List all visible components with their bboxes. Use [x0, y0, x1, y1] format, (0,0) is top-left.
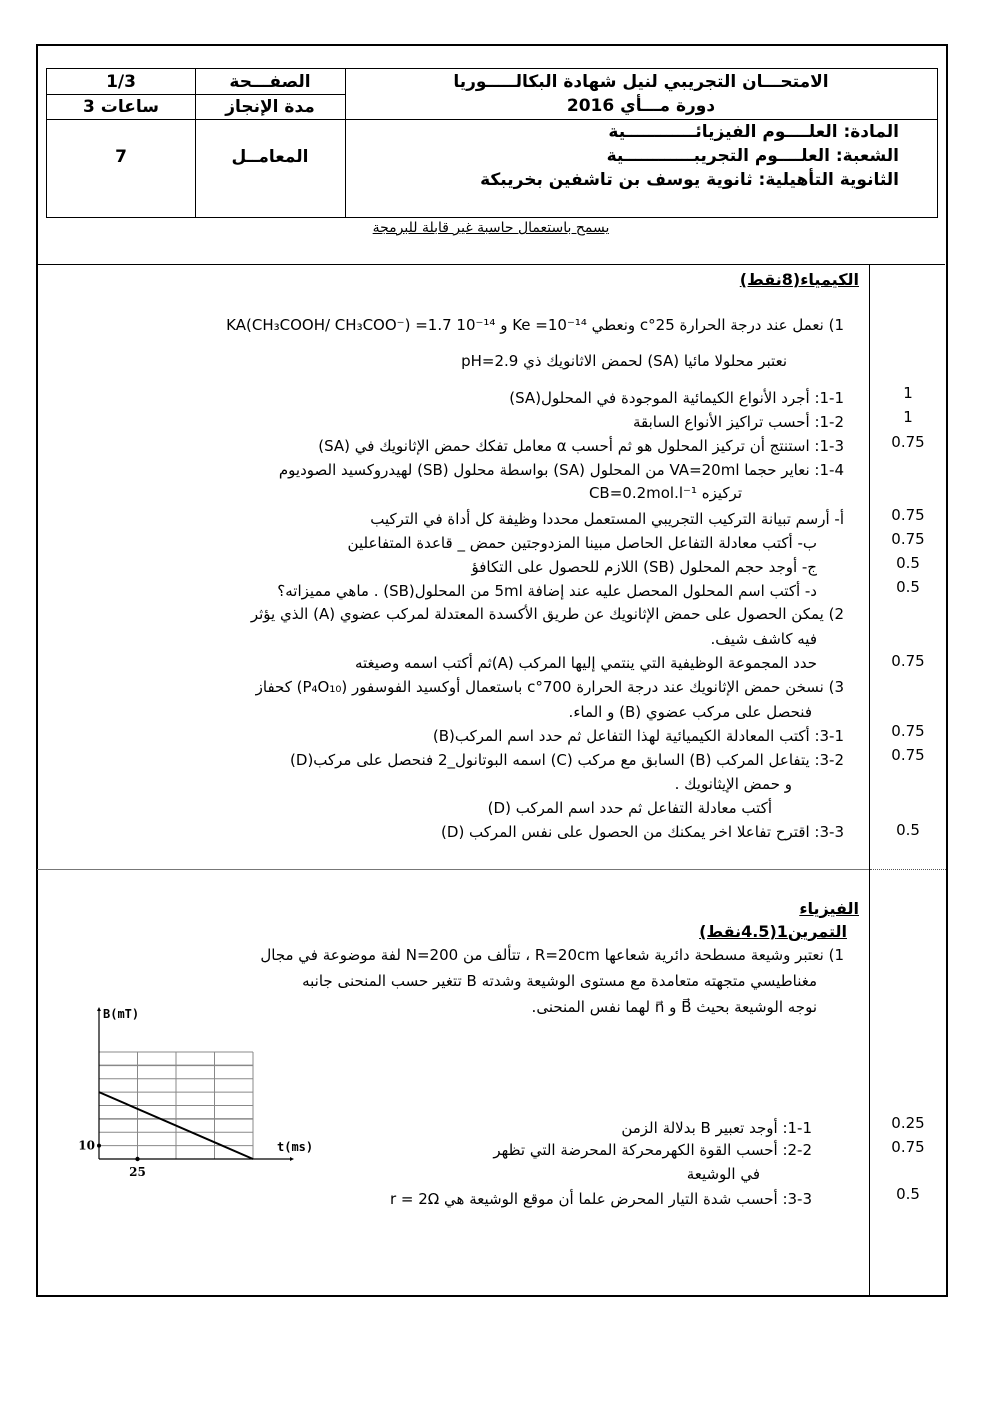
coefficient-value: 7	[115, 147, 127, 167]
graph-labels	[78, 1007, 313, 1179]
score-value: 0.75	[891, 506, 925, 524]
score-value: 0.5	[896, 821, 920, 839]
exam-title: الامتحـــان التجريبي لنيل شهادة البكالـــــوريا	[453, 72, 829, 92]
chem-question-line: 3) نسخن حمض الإثانويك عند درجة الحرارة 700°c باستعمال أوكسيد الفوسفور (P₄O₁₀) كحفاز	[255, 678, 844, 696]
chem-question-line: 2) يمكن الحصول على حمض الإثانويك عن طريق الأكسدة المعتدلة لمركب عضوي (A) الذي يؤثر	[250, 605, 844, 623]
score-value: 0.75	[891, 530, 925, 548]
score-value: 0.5	[896, 578, 920, 596]
score-value: 0.75	[891, 433, 925, 451]
score-value: 0.75	[891, 722, 925, 740]
score-value: 0.25	[891, 1114, 925, 1132]
score-value: 0.75	[891, 652, 925, 670]
score-value: 1	[903, 384, 913, 402]
score-value: 0.75	[891, 746, 925, 764]
score-value: 1	[903, 408, 913, 426]
branch-line: الشعبة: العلــــوم التجريبــــــــــــية	[606, 146, 899, 166]
graph-grid	[99, 1052, 253, 1159]
section-divider	[37, 264, 945, 265]
chem-question-line: أكتب معادلة التفاعل ثم حدد اسم المركب (D)	[487, 799, 772, 817]
duration-label: مدة الإنجاز	[225, 97, 315, 117]
physics-question-line: 2-2: أحسب القوة الكهرمحركة المحرضة التي تظهر	[493, 1141, 812, 1159]
chem-question-line: 1-1: أجرد الأنواع الكيمائية الموجودة في المحلول(SA)	[509, 389, 844, 407]
chem-question-line: حدد المجموعة الوظيفية التي ينتمي إليها المركب (A)ثم أكتب اسمه وصيغته	[354, 654, 817, 672]
chem-question-line: ج- أوجد حجم المحلول (SB) اللازم للحصول على التكافؤ	[471, 558, 817, 576]
chem-question-line: ب- أكتب معادلة التفاعل الحاصل مبينا المزدوجتين حمض _ قاعدة المتفاعلين	[347, 534, 817, 552]
x-tick-marker	[135, 1157, 139, 1161]
chemistry-title: الكيمياء(8نقط)	[739, 270, 859, 289]
chem-line: 1) نعمل عند درجة الحرارة 25°c ونعطي Ke =10⁻¹⁴ و KA(CH₃COOH/ CH₃COO⁻) =1.7 10⁻¹⁴	[226, 316, 844, 334]
duration-value: 3 ساعات	[83, 97, 159, 117]
chem-question-line: أ- أرسم تبيانة التركيب التجريبي المستعمل محددا وظيفة كل أداة في التركيب	[370, 510, 844, 528]
chem-question-line: 1-3: استنتج أن تركيز المحلول هو ثم أحسب α معامل تفكك حمض الإثانويك في (SA)	[318, 437, 844, 455]
b-vs-t-graph	[60, 995, 340, 1185]
chem-question-line: 3-2: يتفاعل المركب (B) السابق مع مركب (C) اسمه البوتانول_2 فنحصل على مركب(D)	[290, 751, 844, 769]
school-line: الثانوية التأهيلية: ثانوية يوسف بن تاشفين بخريبكة	[480, 170, 899, 190]
coefficient-label: المعامــل	[231, 147, 309, 167]
physics-question-line: 1-1: أوجد تعبير B بدلالة الزمن	[621, 1119, 812, 1137]
x-tick-label: 25	[129, 1165, 146, 1179]
chem-question-line: و حمض الإيثانويك .	[674, 775, 792, 793]
physics-intro-line: 1) نعتبر وشيعة مسطحة دائرية شعاعها R=20cm ، تتألف من N=200 لفة موضوعة في مجال	[260, 946, 844, 964]
exercise-title: التمرين1(4.5نقط)	[699, 922, 847, 941]
header-table	[46, 68, 938, 218]
exam-session: دورة مـــأي 2016	[566, 96, 716, 116]
header-divider	[47, 119, 937, 120]
y-axis-arrow-icon	[97, 1007, 101, 1011]
y-axis-label: B(mT)	[103, 1007, 140, 1021]
y-tick-label: 10	[78, 1138, 95, 1153]
page-value: 1/3	[106, 72, 136, 92]
score-divider	[870, 869, 946, 870]
graph-axes	[97, 1007, 294, 1161]
score-value: 0.5	[896, 554, 920, 572]
chem-question-line: 3-1: أكتب المعادلة الكيميائية لهذا التفاعل ثم حدد اسم المركب(B)	[432, 727, 844, 745]
page-label: الصفـــحة	[229, 72, 311, 92]
chem-question-line: فيه كاشف شيف.	[710, 630, 817, 648]
x-axis-label: t(ms)	[277, 1140, 314, 1154]
physics-title: الفيزياء	[799, 899, 859, 918]
chem-question-line: د- أكتب اسم المحلول المحصل عليه عند إضافة 5ml من المحلول(SB) . ماهي مميزاته؟	[277, 582, 817, 600]
physics-question-line: 3-3: أحسب شدة التيار المحرض علما أن موقع الوشيعة هي r = 2Ω	[389, 1190, 812, 1208]
score-value: 0.75	[891, 1138, 925, 1156]
chem-question-line: فنحصل على مركب عضوي (B) و الماء.	[568, 703, 812, 721]
physics-intro-line: نوجه الوشيعة بحيث B⃗ و n⃗ لهما نفس المنحنى.	[531, 998, 817, 1016]
physics-intro-line: مغناطيسي متجهته متعامدة مع مستوى الوشيعة وشدته B تتغير حسب المنحنى جانبه	[302, 972, 817, 990]
chem-question-line: تركيزه CB=0.2mol.l⁻¹	[588, 484, 742, 502]
y-tick-marker	[97, 1144, 101, 1148]
chem-question-line: 3-3: اقترح تفاعلا اخر يمكنك من الحصول على نفس المركب (D)	[441, 823, 844, 841]
chem-question-line: 1-2: أحسب تراكيز الأنواع السابقة	[633, 413, 844, 431]
section-divider	[37, 869, 869, 870]
chem-line: نعتبر محلولا مائيا (SA) لحمض الاثانويك ذي pH=2.9	[461, 352, 787, 370]
score-value: 0.5	[896, 1185, 920, 1203]
calculator-note: يسمح باستعمال حاسبة غير قابلة للبرمجة	[372, 220, 610, 236]
subject-line: المادة: العلــــوم الفيزيائــــــــــــية	[608, 122, 899, 142]
x-axis-arrow-icon	[290, 1157, 294, 1161]
chem-question-line: 1-4: نعاير حجما VA=20ml من المحلول (SA) بواسطة محلول (SB) لهيدروكسيد الصوديوم	[278, 461, 844, 479]
physics-question-line: في الوشيعة	[686, 1165, 760, 1183]
